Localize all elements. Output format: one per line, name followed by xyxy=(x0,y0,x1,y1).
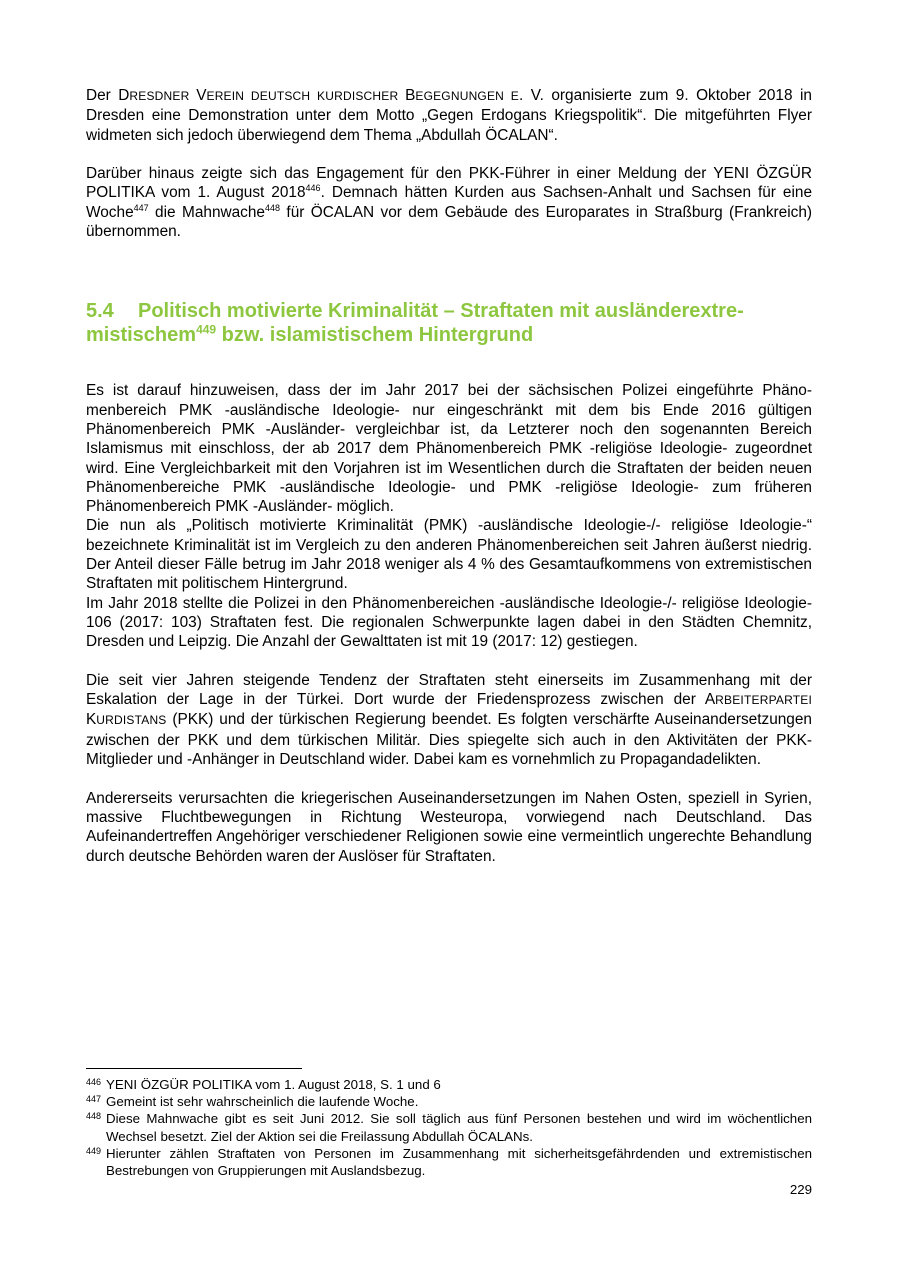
footnote-ref-447[interactable]: 447 xyxy=(133,202,149,213)
footnote-text: YENI ÖZGÜR POLITIKA vom 1. August 2018, S. 1 und 6 xyxy=(106,1077,441,1092)
small-caps-initial: V xyxy=(196,87,207,104)
footnote-mark: 448 xyxy=(86,1111,102,1122)
footnote-mark: 446 xyxy=(86,1077,102,1087)
footnote-text: Diese Mahnwache gibt es seit Juni 2012. Sie soll täglich aus fünf Personen bestehen und wird im wöchentlichen Wechsel besetzt. Ziel der Aktion sei die Freilassung Abdullah ÖCALANs. xyxy=(106,1111,812,1144)
text-run: Darüber hinaus zeigte sich das Engagement für den PKK-Führer in einer Meldung der YENI ÖZGÜR POLITIKA vom 1. August 2018 xyxy=(86,165,812,202)
footnote-mark: 447 xyxy=(86,1094,102,1105)
small-caps-run: EREIN DEUTSCH KURDISCHER xyxy=(206,89,406,103)
page-content xyxy=(86,86,812,866)
paragraph-pmk-anteil: Die nun als „Politisch motivierte Kriminalität (PMK) -ausländische Ideologie-/- religiöse Ideologie-“ bezeichnete Kriminalität ist im Vergleich zu den anderen Phänomenbereichen seit Jahren äußerst niedrig. Der Anteil dieser Fälle betrug im Jahr 2018 weniger als 4 % des Gesamtaufkommens von extremistischen Straftaten mit politischem Hintergrund. xyxy=(86,517,812,593)
section-heading xyxy=(86,299,786,347)
footnote-ref-446[interactable]: 446 xyxy=(305,183,321,194)
text-run: (PKK) und der türkischen Regierung beendet. Es folgten verschärfte Auseinandersetzungen zwischen der PKK und dem türkischen Militär. Dies spiegelte sich auch in den Aktivitäten der PKK-Mitglieder und -Anhänger in Deutschland wider. Dabei kam es vornehmlich zu Propagandadelikten. xyxy=(86,711,812,769)
text-run: . Demnach hätten Kurden aus Sachsen-Anhalt und Sachsen für eine Woche xyxy=(86,184,813,221)
paragraph-nahost: Andererseits verursachten die kriegerischen Auseinandersetzungen im Nahen Osten, speziell in Syrien, massive Fluchtbewegungen in Richtung Westeuropa, vorwiegend nach Deutschland. Das Aufeinandertreffen Angehöriger verschiedener Religionen sowie eine vermeintlich ungerechte Behandlung durch deutsche Behörden waren der Auslöser für Straftaten. xyxy=(86,789,812,865)
small-caps-initial: A xyxy=(704,691,716,709)
small-caps-run: RESDNER xyxy=(129,89,197,103)
page-number: 229 xyxy=(789,1182,812,1197)
footnote-447 xyxy=(86,1093,812,1110)
footnote-mark: 449 xyxy=(86,1145,102,1156)
paragraph-mahnwache xyxy=(86,164,812,241)
footnotes xyxy=(86,1068,812,1179)
text-run: Die seit vier Jahren steigende Tendenz der Straftaten steht einerseits im Zusammenhang mit der Eskalation der Lage in der Türkei. Dort wurde der Friedensprozess zwischen der xyxy=(86,671,812,709)
small-caps-run: RBEITERPARTEI xyxy=(715,693,812,708)
paragraph-tuerkei xyxy=(86,671,812,769)
footnote-448 xyxy=(86,1110,812,1144)
text-run: für ÖCALAN vor dem Gebäude des Europarates in Straßburg (Frankreich) übernommen. xyxy=(86,203,812,241)
small-caps-run: URDISTANS xyxy=(96,713,167,728)
text-run: die Mahnwache xyxy=(148,203,265,221)
footnote-text: Gemeint ist sehr wahrscheinlich die laufende Woche. xyxy=(106,1094,419,1110)
small-caps-initial: D xyxy=(118,87,130,104)
footnote-separator xyxy=(86,1068,302,1069)
text-run: Der xyxy=(86,87,119,104)
small-caps-run: EGEGNUNGEN E xyxy=(415,89,519,103)
heading-text: bzw. islamistischem Hintergrund xyxy=(216,324,534,347)
footnote-449 xyxy=(86,1145,812,1179)
paragraph-dresden-demonstration xyxy=(86,86,812,145)
small-caps-initial: B xyxy=(405,87,416,104)
footnote-446 xyxy=(86,1076,812,1093)
heading-text: Politisch motivierte Kriminalität – Straftaten mit ausländerextremistischem xyxy=(86,300,744,347)
footnote-text: Hierunter zählen Straftaten von Personen im Zusammenhang mit sicherheitsgefährdenden und extremistischen Bestrebungen von Gruppierungen mit Auslandsbezug. xyxy=(106,1145,812,1179)
paragraph-straftaten-2018: Im Jahr 2018 stellte die Polizei in den Phänomenbereichen -ausländische Ideologie-/- religiöse Ideologie- 106 (2017: 103) Straftaten fest. Die regionalen Schwerpunkte lagen dabei in den Städten Chemnitz, Dresden und Leipzig. Die Anzahl der Gewalttaten ist mit 19 (2017: 12) gestiegen. xyxy=(86,594,812,651)
paragraph-phaenomenbereich: Es ist darauf hinzuweisen, dass der im Jahr 2017 bei der sächsischen Polizei eingeführte Phänomenbereich PMK -ausländische Ideologie- nur eingeschränkt mit dem bis Ende 2016 gültigen Phänomenbereich PMK -Ausländer- vergleichbar ist, da Letzterer noch den sogenannten Bereich Islamismus mit einschloss, der ab 2017 dem Phänomenbereich PMK -religiöse Ideologie- zugeordnet wird. Eine Vergleichbarkeit mit den Vorjahren ist im Wesentlichen durch die Straftaten der beiden neuen Phänomenbereiche PMK -ausländische Ideologie- und PMK -religiöse Ideologie- zum früheren Phänomenbereich PMK -Ausländer- möglich. xyxy=(86,382,812,516)
small-caps-initial: K xyxy=(86,711,97,729)
footnote-ref-448[interactable]: 448 xyxy=(265,202,281,213)
text-run: . V. organisierte zum 9. Oktober 2018 in Dresden eine Demonstration unter dem Motto „Gegen Erdogans Kriegspolitik“. Die mitgeführten Flyer widmeten sich jedoch überwiegend dem Thema „Abdullah ÖCALAN“. xyxy=(86,87,812,144)
footnote-ref-449[interactable]: 449 xyxy=(196,322,217,337)
section-number: 5.4 xyxy=(86,300,114,323)
